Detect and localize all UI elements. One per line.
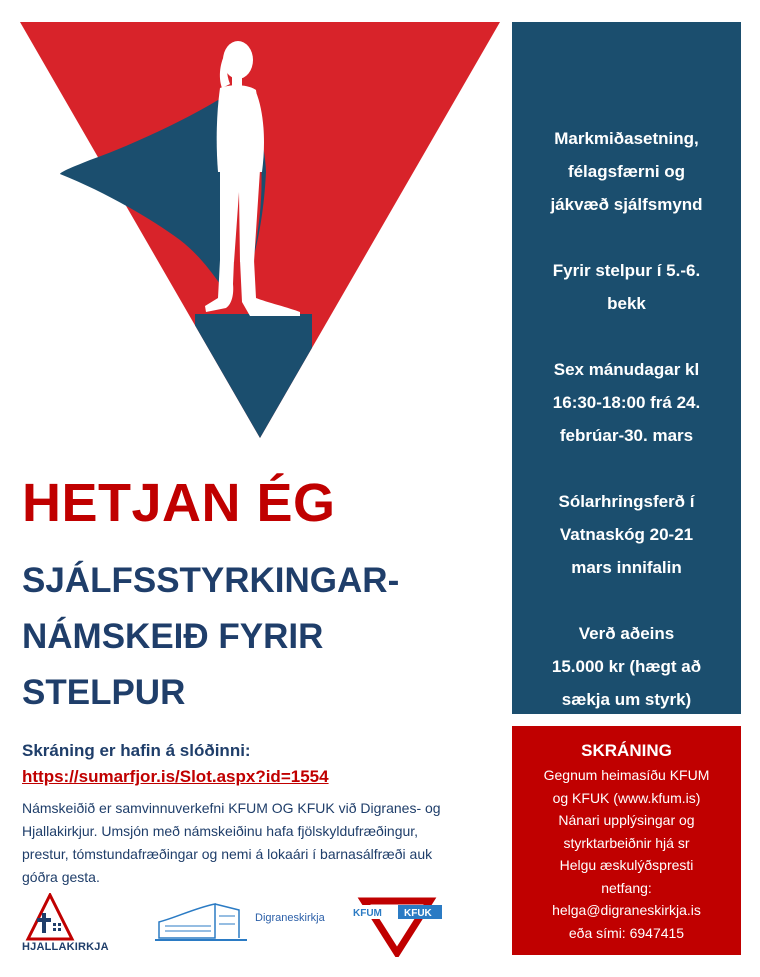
info-line: Verð aðeins [578, 624, 675, 643]
description-line: Námskeiðið er samvinnuverkefni KFUM OG KFUK við Digranes- og [22, 800, 441, 816]
kfum-kfuk-logo [350, 893, 445, 957]
info-line: sækja um styrk) [561, 690, 692, 709]
hero-illustration [20, 22, 500, 442]
info-line: Markmiðasetning, [554, 129, 699, 148]
registration-line: Helgu æskulýðspresti [559, 857, 694, 873]
info-line: febrúar-30. mars [559, 426, 694, 445]
description-text [22, 797, 497, 889]
subtitle-line: STELPUR [22, 673, 186, 712]
hjallakirkja-logo [22, 893, 117, 955]
church-icon [22, 893, 117, 941]
digraneskirkja-logo [155, 900, 325, 945]
info-line: Vatnaskóg 20-21 [559, 525, 694, 544]
church-building-icon [155, 900, 251, 945]
info-line: mars innifalin [571, 558, 682, 577]
registration-link[interactable]: https://sumarfjor.is/Slot.aspx?id=1554 [22, 767, 329, 786]
pedestal [195, 314, 312, 442]
registration-email: helga@digraneskirkja.is [552, 902, 701, 918]
info-trip [512, 485, 741, 584]
info-line: bekk [607, 294, 646, 313]
info-line: Sólarhringsferð í [558, 492, 695, 511]
kfum-triangle-icon [350, 893, 445, 957]
hjallakirkja-name: HJALLAKIRKJA [22, 941, 109, 953]
registration-line: netfang: [601, 879, 652, 896]
poster-subtitle [22, 553, 492, 721]
info-line: jákvæð sjálfsmynd [550, 195, 703, 214]
description-line: prestur, tómstundafræðingar og nemi á lokaári í barnasálfræði auk [22, 846, 433, 862]
registration-phone: eða sími: 6947415 [568, 924, 685, 941]
registration-line: Gegnum heimasíðu KFUM [543, 767, 710, 783]
info-goals [512, 122, 741, 221]
info-box [512, 22, 741, 714]
info-line: Fyrir stelpur í 5.-6. [552, 261, 701, 280]
info-line: Sex mánudagar kl [553, 360, 700, 379]
kfum-text: KFUM [353, 908, 382, 919]
registration-line: styrktarbeiðnir hjá sr [563, 834, 690, 851]
registration-line: og KFUK (www.kfum.is) [552, 789, 701, 806]
poster-title: HETJAN ÉG [22, 473, 336, 533]
info-line: félagsfærni og [567, 162, 686, 181]
registration-label: Skráning er hafin á slóðinni: [22, 741, 251, 760]
digraneskirkja-name: Digraneskirkja [255, 912, 325, 924]
info-schedule [512, 353, 741, 452]
subtitle-line: SJÁLFSSTYRKINGAR- [22, 561, 400, 600]
kfuk-text: KFUK [404, 908, 432, 919]
registration-line: Nánari upplýsingar og [558, 812, 695, 828]
info-price [512, 617, 741, 716]
info-line: 15.000 kr (hægt að [551, 657, 702, 676]
info-line: 16:30-18:00 frá 24. [552, 393, 701, 412]
info-audience [512, 254, 741, 320]
description-line: góðra gesta. [22, 869, 100, 885]
description-line: Hjallakirkjur. Umsjón með námskeiðinu hafa fjölskyldufræðingur, [22, 823, 419, 839]
subtitle-line: NÁMSKEIÐ FYRIR [22, 617, 324, 656]
registration-box-title: SKRÁNING [581, 741, 672, 760]
registration-box [512, 726, 741, 955]
